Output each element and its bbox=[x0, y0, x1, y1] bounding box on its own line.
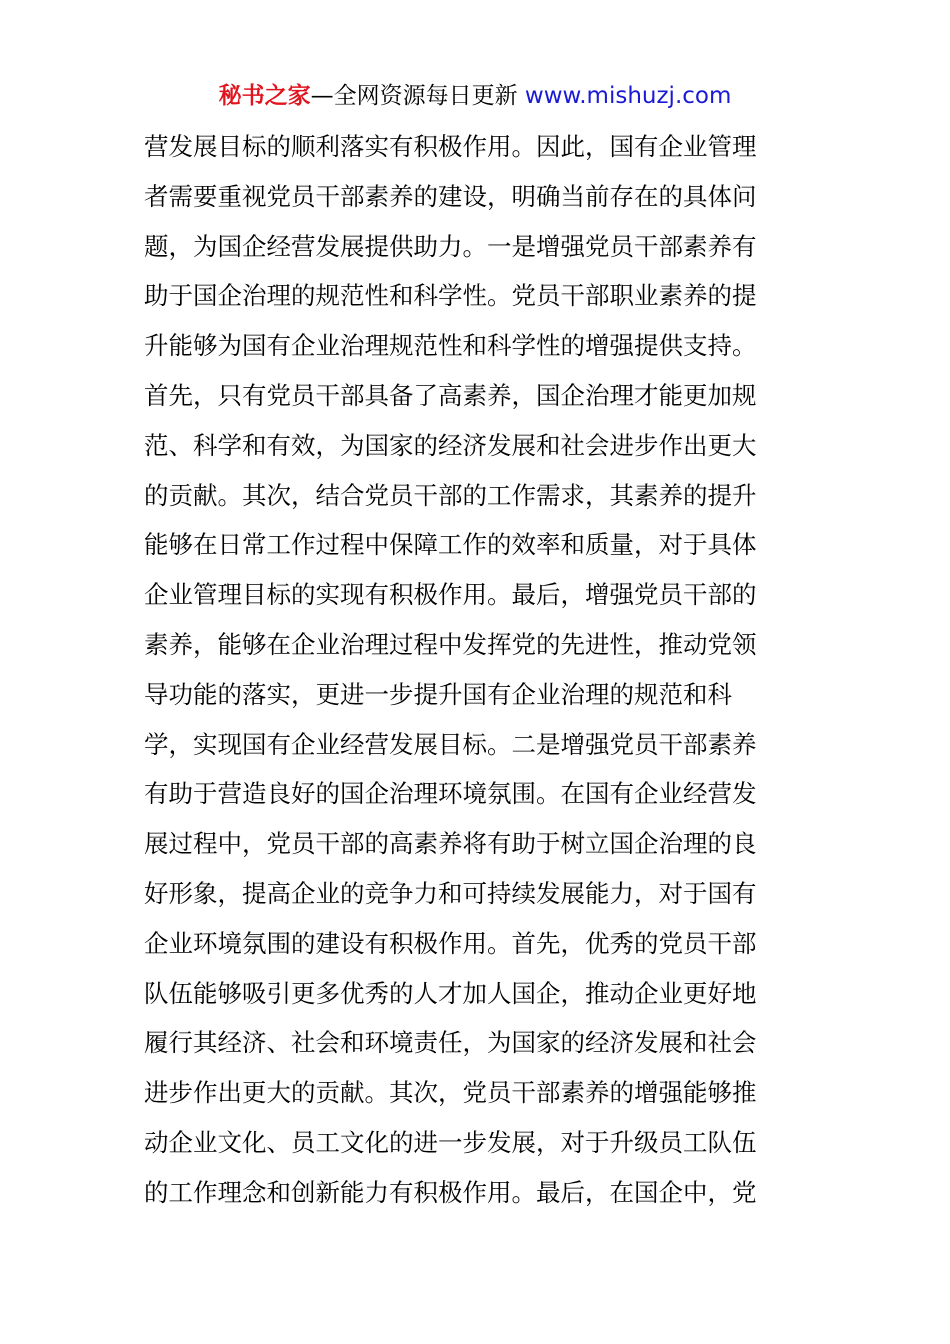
body-line: 学，实现国有企业经营发展目标。二是增强党员干部素养 bbox=[144, 729, 757, 759]
body-line: 有助于营造良好的国企治理环境氛围。在国有企业经营发 bbox=[144, 779, 757, 809]
body-line: 的贡献。其次，结合党员干部的工作需求，其素养的提升 bbox=[144, 480, 757, 510]
body-line: 进步作出更大的贡献。其次，党员干部素养的增强能够推 bbox=[144, 1078, 757, 1108]
body-line: 展过程中，党员干部的高素养将有助于树立国企治理的良 bbox=[144, 829, 757, 859]
body-line: 好形象，提高企业的竞争力和可持续发展能力，对于国有 bbox=[144, 878, 757, 908]
site-url-link[interactable]: www.mishuzj.com bbox=[524, 83, 732, 109]
document-body bbox=[144, 122, 812, 1218]
body-line: 履行其经济、社会和环境责任，为国家的经济发展和社会 bbox=[144, 1028, 757, 1058]
body-line: 企业管理目标的实现有积极作用。最后，增强党员干部的 bbox=[144, 580, 757, 610]
body-line: 素养，能够在企业治理过程中发挥党的先进性，推动党领 bbox=[144, 629, 757, 659]
body-line: 营发展目标的顺利落实有积极作用。因此，国有企业管理 bbox=[144, 132, 757, 161]
body-line: 企业环境氛围的建设有积极作用。首先，优秀的党员干部 bbox=[144, 928, 757, 958]
body-line: 导功能的落实，更进一步提升国有企业治理的规范和科 bbox=[144, 679, 732, 709]
body-line: 助于国企治理的规范性和科学性。党员干部职业素养的提 bbox=[144, 281, 757, 311]
body-line: 首先，只有党员干部具备了高素养，国企治理才能更加规 bbox=[144, 380, 757, 410]
body-line: 升能够为国有企业治理规范性和科学性的增强提供支持。 bbox=[144, 331, 757, 361]
page-header bbox=[0, 80, 950, 112]
brand-name: 秘书之家 bbox=[218, 83, 311, 109]
body-line: 能够在日常工作过程中保障工作的效率和质量，对于具体 bbox=[144, 530, 757, 560]
body-line: 动企业文化、员工文化的进一步发展，对于升级员工队伍 bbox=[144, 1127, 757, 1157]
body-line: 题，为国企经营发展提供助力。一是增强党员干部素养有 bbox=[144, 231, 757, 261]
body-line: 范、科学和有效，为国家的经济发展和社会进步作出更大 bbox=[144, 430, 757, 460]
body-line: 者需要重视党员干部素养的建设，明确当前存在的具体问 bbox=[144, 181, 757, 211]
body-line: 队伍能够吸引更多优秀的人才加人国企，推动企业更好地 bbox=[144, 978, 757, 1008]
body-line: 的工作理念和创新能力有积极作用。最后，在国企中，党 bbox=[144, 1177, 757, 1207]
header-tagline: —全网资源每日更新 bbox=[310, 83, 525, 109]
